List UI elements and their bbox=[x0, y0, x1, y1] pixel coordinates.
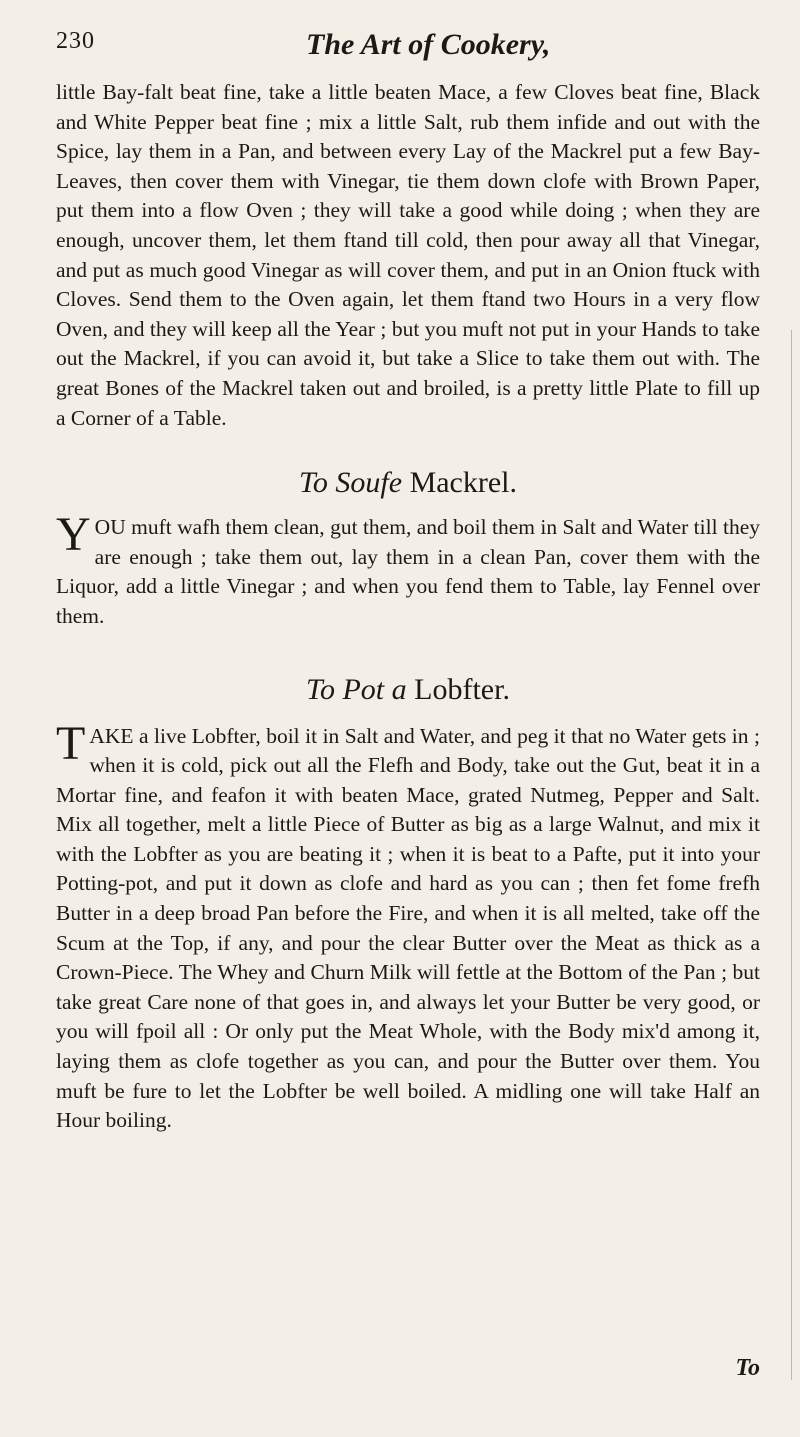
paragraph-pot-lobster bbox=[56, 716, 760, 1136]
page-header bbox=[56, 28, 760, 72]
heading-soused-suffix: Mackrel. bbox=[409, 466, 518, 500]
running-title: The Art of Cookery, bbox=[306, 28, 551, 61]
paragraph-pickled-mackrel-continued: little Bay-falt beat fine, take a little beaten Mace, a few Cloves beat fine, Black and White Pepper beat fine ; mix a little Salt, rub them infide and out with the Spice, lay them in a Pan, and between every Lay of the Mackrel put a few Bay-Leaves, then cover them with Vinegar, tie them down clofe with Brown Paper, put them into a flow Oven ; they will take a good while doing ; when they are enough, uncover them, let them ftand till cold, then pour away all that Vinegar, and put as much good Vinegar as will cover them, and put in an Onion ftuck with Cloves. Send them to the Oven again, let them ftand two Hours in a very flow Oven, and they will keep all the Year ; but you muft not put in your Hands to take out the Mackrel, if you can avoid it, but take a Slice to take them out with. The great Bones of the Mackrel taken out and broiled, is a pretty little Plate to fill up a Corner of a Table. bbox=[56, 80, 760, 430]
heading-potted-suffix: Lobfter. bbox=[414, 672, 510, 706]
page-number: 230 bbox=[56, 28, 95, 54]
dropcap-t: T bbox=[56, 716, 86, 770]
soused-body: OU muft wafh them clean, gut them, and boil them in Salt and Water till they are enough ; take them out, lay them in a clean Pan, cover them with the Liquor, add a little Vinegar ; and when you fend them to Table, lay Fennel over them. bbox=[56, 515, 760, 628]
heading-soused-mackrel bbox=[56, 463, 760, 503]
potted-body: AKE a live Lobfter, boil it in Salt and Water, and peg it that no Water gets in ; when it is cold, pick out all the Flefh and Body, take out the Gut, beat it in a Mortar fine, and feafon it with beaten Mace, grated Nutmeg, Pepper and Salt. Mix all together, melt a little Piece of Butter as big as a large Walnut, and mix it with the Lobfter as you are beating it ; when it is beat to a Pafte, put it into your Potting-pot, and put it down as clofe and hard as you can ; then fet fome frefh Butter in a deep broad Pan before the Fire, and when it is all melted, take off the Scum at the Top, if any, and pour the clear Butter over the Meat as thick as a Crown-Piece. The Whey and Churn Milk will fettle at the Bottom of the Pan ; but take great Care none of that goes in, and always let your Butter be very good, or you will fpoil all : Or only put the Meat Whole, with the Body mix'd among it, laying them as clofe together as you can, and pour the Butter over them. You muft be fure to let the Lobfter be well boiled. A midling one will take Half an Hour boiling. bbox=[56, 723, 760, 1133]
heading-pot-lobster bbox=[56, 670, 760, 710]
heading-potted-prefix: To Pot a bbox=[306, 672, 407, 706]
page-edge-line bbox=[791, 330, 792, 1380]
dropcap-y: Y bbox=[56, 508, 91, 562]
paragraph-soused-mackrel bbox=[56, 508, 760, 631]
heading-soused-prefix: To Soufe bbox=[298, 466, 403, 500]
catchword: To bbox=[735, 1355, 760, 1381]
